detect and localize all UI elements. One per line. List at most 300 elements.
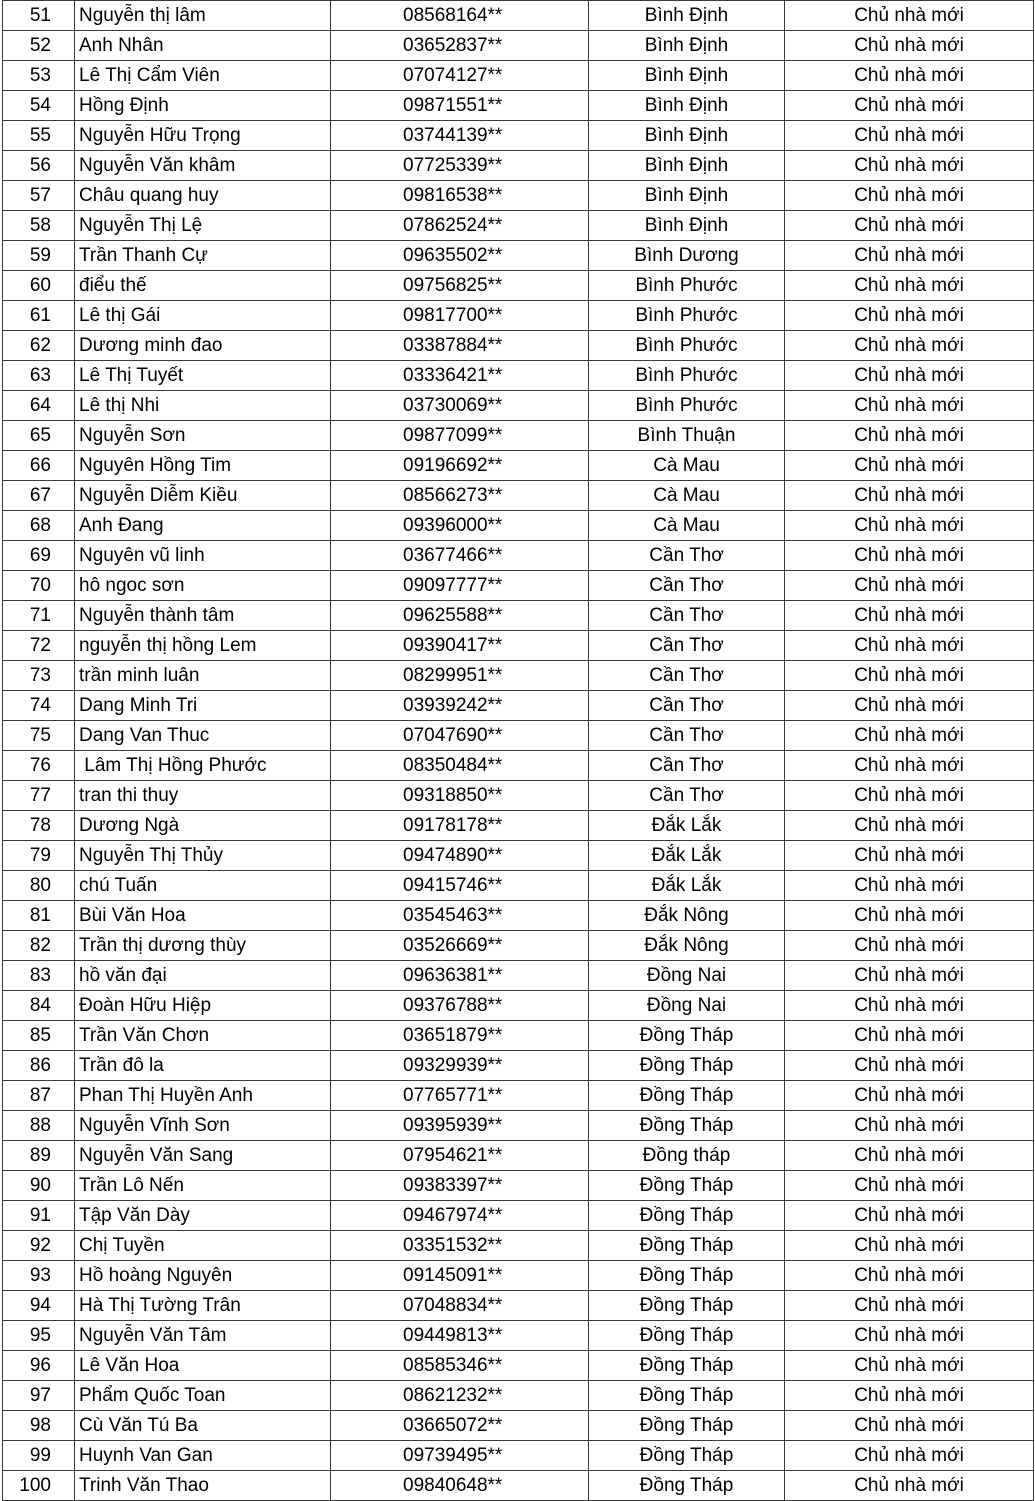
phone-cell[interactable]: 07725339** (331, 151, 589, 181)
status-cell[interactable]: Chủ nhà mới (785, 691, 1034, 721)
row-number-cell[interactable]: 60 (3, 271, 75, 301)
province-cell[interactable]: Bình Định (589, 31, 785, 61)
table-row (3, 1051, 1034, 1081)
name-cell[interactable]: Nguyễn Thị Thủy (75, 841, 331, 871)
phone-cell[interactable]: 09395939** (331, 1111, 589, 1141)
name-cell[interactable]: Phan Thị Huyền Anh (75, 1081, 331, 1111)
table-body (3, 1, 1034, 1501)
name-cell[interactable]: hô ngoc sơn (75, 571, 331, 601)
table-row (3, 1351, 1034, 1381)
phone-cell[interactable]: 03652837** (331, 31, 589, 61)
row-number-cell[interactable]: 73 (3, 661, 75, 691)
province-cell[interactable]: Cần Thơ (589, 721, 785, 751)
row-number-cell[interactable]: 69 (3, 541, 75, 571)
province-cell[interactable]: Bình Định (589, 121, 785, 151)
table-row (3, 1201, 1034, 1231)
province-cell[interactable]: Đồng Tháp (589, 1201, 785, 1231)
name-cell[interactable]: Trần thị dương thùy (75, 931, 331, 961)
province-cell[interactable]: Đắk Lắk (589, 871, 785, 901)
province-cell[interactable]: Đồng Tháp (589, 1321, 785, 1351)
status-cell[interactable]: Chủ nhà mới (785, 631, 1034, 661)
status-cell[interactable]: Chủ nhà mới (785, 451, 1034, 481)
phone-cell[interactable]: 08585346** (331, 1351, 589, 1381)
table-row (3, 451, 1034, 481)
name-cell[interactable]: chú Tuấn (75, 871, 331, 901)
name-cell[interactable]: Nguyễn Diễm Kiều (75, 481, 331, 511)
status-cell[interactable]: Chủ nhà mới (785, 1441, 1034, 1471)
table-row (3, 301, 1034, 331)
status-cell[interactable]: Chủ nhà mới (785, 1, 1034, 31)
name-cell[interactable]: Dang Minh Tri (75, 691, 331, 721)
status-cell[interactable]: Chủ nhà mới (785, 871, 1034, 901)
province-cell[interactable]: Đồng Tháp (589, 1411, 785, 1441)
name-cell[interactable]: điểu thế (75, 271, 331, 301)
name-cell[interactable]: Lê Thị Tuyết (75, 361, 331, 391)
table-row (3, 841, 1034, 871)
province-cell[interactable]: Đắk Nông (589, 931, 785, 961)
table-row (3, 241, 1034, 271)
province-cell[interactable]: Đồng Tháp (589, 1051, 785, 1081)
row-number-cell[interactable]: 76 (3, 751, 75, 781)
row-number-cell[interactable]: 66 (3, 451, 75, 481)
status-cell[interactable]: Chủ nhà mới (785, 211, 1034, 241)
province-cell[interactable]: Cần Thơ (589, 751, 785, 781)
phone-cell[interactable]: 09635502** (331, 241, 589, 271)
province-cell[interactable]: Đồng Tháp (589, 1381, 785, 1411)
phone-cell[interactable]: 03730069** (331, 391, 589, 421)
name-cell[interactable]: Trần Lô Nến (75, 1171, 331, 1201)
province-cell[interactable]: Đồng Tháp (589, 1471, 785, 1501)
row-number-cell[interactable]: 87 (3, 1081, 75, 1111)
row-number-cell[interactable]: 72 (3, 631, 75, 661)
row-number-cell[interactable]: 58 (3, 211, 75, 241)
status-cell[interactable]: Chủ nhà mới (785, 1471, 1034, 1501)
name-cell[interactable]: Tập Văn Dày (75, 1201, 331, 1231)
status-cell[interactable]: Chủ nhà mới (785, 811, 1034, 841)
status-cell[interactable]: Chủ nhà mới (785, 121, 1034, 151)
status-cell[interactable]: Chủ nhà mới (785, 1111, 1034, 1141)
table-row (3, 901, 1034, 931)
row-number-cell[interactable]: 88 (3, 1111, 75, 1141)
status-cell[interactable]: Chủ nhà mới (785, 241, 1034, 271)
phone-cell[interactable]: 09474890** (331, 841, 589, 871)
table-row (3, 1411, 1034, 1441)
row-number-cell[interactable]: 59 (3, 241, 75, 271)
table-row (3, 511, 1034, 541)
row-number-cell[interactable]: 74 (3, 691, 75, 721)
status-cell[interactable]: Chủ nhà mới (785, 421, 1034, 451)
row-number-cell[interactable]: 92 (3, 1231, 75, 1261)
phone-cell[interactable]: 03526669** (331, 931, 589, 961)
row-number-cell[interactable]: 80 (3, 871, 75, 901)
status-cell[interactable]: Chủ nhà mới (785, 1081, 1034, 1111)
phone-cell[interactable]: 09196692** (331, 451, 589, 481)
status-cell[interactable]: Chủ nhà mới (785, 1321, 1034, 1351)
status-cell[interactable]: Chủ nhà mới (785, 991, 1034, 1021)
table-row (3, 121, 1034, 151)
owner-table (2, 0, 1034, 1501)
phone-cell[interactable]: 07074127** (331, 61, 589, 91)
province-cell[interactable]: Bình Phước (589, 271, 785, 301)
province-cell[interactable]: Cà Mau (589, 451, 785, 481)
phone-cell[interactable]: 09625588** (331, 601, 589, 631)
status-cell[interactable]: Chủ nhà mới (785, 361, 1034, 391)
province-cell[interactable]: Cần Thơ (589, 781, 785, 811)
province-cell[interactable]: Bình Định (589, 181, 785, 211)
name-cell[interactable]: Lê Thị Cẩm Viên (75, 61, 331, 91)
province-cell[interactable]: Bình Định (589, 151, 785, 181)
phone-cell[interactable]: 09449813** (331, 1321, 589, 1351)
phone-cell[interactable]: 03387884** (331, 331, 589, 361)
table-row (3, 991, 1034, 1021)
row-number-cell[interactable]: 54 (3, 91, 75, 121)
status-cell[interactable]: Chủ nhà mới (785, 781, 1034, 811)
province-cell[interactable]: Bình Phước (589, 361, 785, 391)
phone-cell[interactable]: 03677466** (331, 541, 589, 571)
row-number-cell[interactable]: 81 (3, 901, 75, 931)
table-row (3, 1081, 1034, 1111)
row-number-cell[interactable]: 84 (3, 991, 75, 1021)
status-cell[interactable]: Chủ nhà mới (785, 751, 1034, 781)
province-cell[interactable]: Đồng Tháp (589, 1021, 785, 1051)
province-cell[interactable]: Bình Phước (589, 301, 785, 331)
phone-cell[interactable]: 09871551** (331, 91, 589, 121)
table-row (3, 331, 1034, 361)
row-number-cell[interactable]: 64 (3, 391, 75, 421)
province-cell[interactable]: Bình Phước (589, 331, 785, 361)
name-cell[interactable]: Huynh Van Gan (75, 1441, 331, 1471)
phone-cell[interactable]: 03939242** (331, 691, 589, 721)
row-number-cell[interactable]: 75 (3, 721, 75, 751)
table-row (3, 691, 1034, 721)
status-cell[interactable]: Chủ nhà mới (785, 1291, 1034, 1321)
phone-cell[interactable]: 09636381** (331, 961, 589, 991)
status-cell[interactable]: Chủ nhà mới (785, 31, 1034, 61)
name-cell[interactable]: Dương minh đao (75, 331, 331, 361)
province-cell[interactable]: Đắk Lắk (589, 841, 785, 871)
province-cell[interactable]: Cần Thơ (589, 601, 785, 631)
table-row (3, 181, 1034, 211)
phone-cell[interactable]: 09756825** (331, 271, 589, 301)
table-row (3, 781, 1034, 811)
row-number-cell[interactable]: 85 (3, 1021, 75, 1051)
table-row (3, 1141, 1034, 1171)
row-number-cell[interactable]: 53 (3, 61, 75, 91)
province-cell[interactable]: Đồng Tháp (589, 1261, 785, 1291)
province-cell[interactable]: Đồng Tháp (589, 1081, 785, 1111)
name-cell[interactable]: Hồ hoàng Nguyên (75, 1261, 331, 1291)
table-row (3, 1441, 1034, 1471)
table-row (3, 631, 1034, 661)
status-cell[interactable]: Chủ nhà mới (785, 541, 1034, 571)
row-number-cell[interactable]: 94 (3, 1291, 75, 1321)
status-cell[interactable]: Chủ nhà mới (785, 1351, 1034, 1381)
name-cell[interactable]: Nguyễn Văn khâm (75, 151, 331, 181)
name-cell[interactable]: Trinh Văn Thao (75, 1471, 331, 1501)
name-cell[interactable]: Trần Văn Chơn (75, 1021, 331, 1051)
row-number-cell[interactable]: 71 (3, 601, 75, 631)
name-cell[interactable]: Nguyên vũ linh (75, 541, 331, 571)
phone-cell[interactable]: 07048834** (331, 1291, 589, 1321)
province-cell[interactable]: Cần Thơ (589, 631, 785, 661)
province-cell[interactable]: Đắk Lắk (589, 811, 785, 841)
status-cell[interactable]: Chủ nhà mới (785, 1141, 1034, 1171)
province-cell[interactable]: Cần Thơ (589, 571, 785, 601)
status-cell[interactable]: Chủ nhà mới (785, 601, 1034, 631)
status-cell[interactable]: Chủ nhà mới (785, 91, 1034, 121)
phone-cell[interactable]: 08566273** (331, 481, 589, 511)
name-cell[interactable]: Nguyễn Thị Lệ (75, 211, 331, 241)
name-cell[interactable]: Bùi Văn Hoa (75, 901, 331, 931)
province-cell[interactable]: Cần Thơ (589, 691, 785, 721)
status-cell[interactable]: Chủ nhà mới (785, 301, 1034, 331)
status-cell[interactable]: Chủ nhà mới (785, 1231, 1034, 1261)
province-cell[interactable]: Bình Phước (589, 391, 785, 421)
name-cell[interactable]: hồ văn đại (75, 961, 331, 991)
name-cell[interactable]: Hồng Định (75, 91, 331, 121)
status-cell[interactable]: Chủ nhà mới (785, 1021, 1034, 1051)
row-number-cell[interactable]: 52 (3, 31, 75, 61)
status-cell[interactable]: Chủ nhà mới (785, 481, 1034, 511)
status-cell[interactable]: Chủ nhà mới (785, 181, 1034, 211)
phone-cell[interactable]: 09415746** (331, 871, 589, 901)
name-cell[interactable]: Nguyễn Vĩnh Sơn (75, 1111, 331, 1141)
phone-cell[interactable]: 03545463** (331, 901, 589, 931)
province-cell[interactable]: Bình Thuận (589, 421, 785, 451)
phone-cell[interactable]: 07765771** (331, 1081, 589, 1111)
phone-cell[interactable]: 09877099** (331, 421, 589, 451)
phone-cell[interactable]: 09739495** (331, 1441, 589, 1471)
phone-cell[interactable]: 08621232** (331, 1381, 589, 1411)
row-number-cell[interactable]: 55 (3, 121, 75, 151)
name-cell[interactable]: Nguyễn thành tâm (75, 601, 331, 631)
province-cell[interactable]: Cần Thơ (589, 541, 785, 571)
province-cell[interactable]: Đắk Nông (589, 901, 785, 931)
row-number-cell[interactable]: 99 (3, 1441, 75, 1471)
row-number-cell[interactable]: 62 (3, 331, 75, 361)
province-cell[interactable]: Đồng Tháp (589, 1231, 785, 1261)
table-row (3, 361, 1034, 391)
table-row (3, 1381, 1034, 1411)
table-row (3, 1111, 1034, 1141)
name-cell[interactable]: Nguyễn Hữu Trọng (75, 121, 331, 151)
name-cell[interactable]: Nguyễn Văn Sang (75, 1141, 331, 1171)
row-number-cell[interactable]: 78 (3, 811, 75, 841)
province-cell[interactable]: Bình Định (589, 61, 785, 91)
status-cell[interactable]: Chủ nhà mới (785, 1261, 1034, 1291)
phone-cell[interactable]: 08568164** (331, 1, 589, 31)
name-cell[interactable]: Trần Thanh Cự (75, 241, 331, 271)
name-cell[interactable]: trần minh luân (75, 661, 331, 691)
phone-cell[interactable]: 09467974** (331, 1201, 589, 1231)
row-number-cell[interactable]: 90 (3, 1171, 75, 1201)
phone-cell[interactable]: 07047690** (331, 721, 589, 751)
row-number-cell[interactable]: 56 (3, 151, 75, 181)
status-cell[interactable]: Chủ nhà mới (785, 901, 1034, 931)
table-row (3, 61, 1034, 91)
table-row (3, 31, 1034, 61)
name-cell[interactable]: Phẩm Quốc Toan (75, 1381, 331, 1411)
phone-cell[interactable]: 09318850** (331, 781, 589, 811)
table-row (3, 151, 1034, 181)
name-cell[interactable]: Lê thị Nhi (75, 391, 331, 421)
row-number-cell[interactable]: 51 (3, 1, 75, 31)
table-row (3, 1261, 1034, 1291)
table-row (3, 1471, 1034, 1501)
status-cell[interactable]: Chủ nhà mới (785, 391, 1034, 421)
row-number-cell[interactable]: 61 (3, 301, 75, 331)
name-cell[interactable]: Anh Nhân (75, 31, 331, 61)
row-number-cell[interactable]: 98 (3, 1411, 75, 1441)
table-row (3, 541, 1034, 571)
phone-cell[interactable]: 09376788** (331, 991, 589, 1021)
province-cell[interactable]: Cà Mau (589, 511, 785, 541)
row-number-cell[interactable]: 67 (3, 481, 75, 511)
table-row (3, 931, 1034, 961)
table-row (3, 1171, 1034, 1201)
status-cell[interactable]: Chủ nhà mới (785, 961, 1034, 991)
table-row (3, 1291, 1034, 1321)
table-row (3, 751, 1034, 781)
phone-cell[interactable]: 03651879** (331, 1021, 589, 1051)
table-row (3, 811, 1034, 841)
table-row (3, 571, 1034, 601)
province-cell[interactable]: Bình Định (589, 211, 785, 241)
name-cell[interactable]: Đoàn Hữu Hiệp (75, 991, 331, 1021)
row-number-cell[interactable]: 82 (3, 931, 75, 961)
status-cell[interactable]: Chủ nhà mới (785, 1201, 1034, 1231)
province-cell[interactable]: Đồng Tháp (589, 1351, 785, 1381)
phone-cell[interactable]: 09383397** (331, 1171, 589, 1201)
province-cell[interactable]: Đồng Nai (589, 961, 785, 991)
name-cell[interactable]: Nguyễn thị lâm (75, 1, 331, 31)
phone-cell[interactable]: 09178178** (331, 811, 589, 841)
name-cell[interactable]: Dương Ngà (75, 811, 331, 841)
province-cell[interactable]: Đồng Nai (589, 991, 785, 1021)
province-cell[interactable]: Đồng Tháp (589, 1171, 785, 1201)
name-cell[interactable]: Cù Văn Tú Ba (75, 1411, 331, 1441)
status-cell[interactable]: Chủ nhà mới (785, 931, 1034, 961)
name-cell[interactable]: Chị Tuyền (75, 1231, 331, 1261)
province-cell[interactable]: Cà Mau (589, 481, 785, 511)
table-row (3, 721, 1034, 751)
province-cell[interactable]: Bình Định (589, 91, 785, 121)
phone-cell[interactable]: 09329939** (331, 1051, 589, 1081)
province-cell[interactable]: Đồng Tháp (589, 1111, 785, 1141)
table-row (3, 91, 1034, 121)
phone-cell[interactable]: 09396000** (331, 511, 589, 541)
table-row (3, 871, 1034, 901)
name-cell[interactable]: Nguyên Hồng Tim (75, 451, 331, 481)
name-cell[interactable]: Nguyễn Sơn (75, 421, 331, 451)
row-number-cell[interactable]: 63 (3, 361, 75, 391)
name-cell[interactable]: Hà Thị Tường Trân (75, 1291, 331, 1321)
table-row (3, 421, 1034, 451)
province-cell[interactable]: Bình Dương (589, 241, 785, 271)
name-cell[interactable]: Dang Van Thuc (75, 721, 331, 751)
province-cell[interactable]: Cần Thơ (589, 661, 785, 691)
status-cell[interactable]: Chủ nhà mới (785, 571, 1034, 601)
row-number-cell[interactable]: 97 (3, 1381, 75, 1411)
status-cell[interactable]: Chủ nhà mới (785, 151, 1034, 181)
table-row (3, 481, 1034, 511)
table-row (3, 1321, 1034, 1351)
name-cell[interactable]: Nguyễn Văn Tâm (75, 1321, 331, 1351)
province-cell[interactable]: Đồng tháp (589, 1141, 785, 1171)
phone-cell[interactable]: 08350484** (331, 751, 589, 781)
name-cell[interactable]: Anh Đang (75, 511, 331, 541)
row-number-cell[interactable]: 77 (3, 781, 75, 811)
phone-cell[interactable]: 07954621** (331, 1141, 589, 1171)
phone-cell[interactable]: 08299951** (331, 661, 589, 691)
name-cell[interactable]: Lê Văn Hoa (75, 1351, 331, 1381)
province-cell[interactable]: Đồng Tháp (589, 1441, 785, 1471)
name-cell[interactable]: Lâm Thị Hồng Phước (75, 751, 331, 781)
table-row (3, 391, 1034, 421)
phone-cell[interactable]: 03336421** (331, 361, 589, 391)
phone-cell[interactable]: 09145091** (331, 1261, 589, 1291)
row-number-cell[interactable]: 79 (3, 841, 75, 871)
name-cell[interactable]: Trần đô la (75, 1051, 331, 1081)
phone-cell[interactable]: 03351532** (331, 1231, 589, 1261)
row-number-cell[interactable]: 57 (3, 181, 75, 211)
table-row (3, 601, 1034, 631)
row-number-cell[interactable]: 100 (3, 1471, 75, 1501)
name-cell[interactable]: nguyễn thị hồng Lem (75, 631, 331, 661)
phone-cell[interactable]: 09817700** (331, 301, 589, 331)
row-number-cell[interactable]: 91 (3, 1201, 75, 1231)
table-row (3, 1, 1034, 31)
phone-cell[interactable]: 07862524** (331, 211, 589, 241)
table-row (3, 661, 1034, 691)
row-number-cell[interactable]: 95 (3, 1321, 75, 1351)
phone-cell[interactable]: 09097777** (331, 571, 589, 601)
status-cell[interactable]: Chủ nhà mới (785, 61, 1034, 91)
province-cell[interactable]: Đồng Tháp (589, 1291, 785, 1321)
status-cell[interactable]: Chủ nhà mới (785, 511, 1034, 541)
table-row (3, 271, 1034, 301)
status-cell[interactable]: Chủ nhà mới (785, 841, 1034, 871)
row-number-cell[interactable]: 93 (3, 1261, 75, 1291)
phone-cell[interactable]: 03744139** (331, 121, 589, 151)
table-row (3, 1231, 1034, 1261)
row-number-cell[interactable]: 65 (3, 421, 75, 451)
status-cell[interactable]: Chủ nhà mới (785, 1411, 1034, 1441)
status-cell[interactable]: Chủ nhà mới (785, 1051, 1034, 1081)
name-cell[interactable]: tran thi thuy (75, 781, 331, 811)
table-row (3, 211, 1034, 241)
status-cell[interactable]: Chủ nhà mới (785, 271, 1034, 301)
province-cell[interactable]: Bình Định (589, 1, 785, 31)
row-number-cell[interactable]: 96 (3, 1351, 75, 1381)
status-cell[interactable]: Chủ nhà mới (785, 721, 1034, 751)
status-cell[interactable]: Chủ nhà mới (785, 331, 1034, 361)
phone-cell[interactable]: 03665072** (331, 1411, 589, 1441)
name-cell[interactable]: Lê thị Gái (75, 301, 331, 331)
row-number-cell[interactable]: 70 (3, 571, 75, 601)
phone-cell[interactable]: 09840648** (331, 1471, 589, 1501)
row-number-cell[interactable]: 83 (3, 961, 75, 991)
row-number-cell[interactable]: 86 (3, 1051, 75, 1081)
status-cell[interactable]: Chủ nhà mới (785, 661, 1034, 691)
name-cell[interactable]: Châu quang huy (75, 181, 331, 211)
status-cell[interactable]: Chủ nhà mới (785, 1171, 1034, 1201)
phone-cell[interactable]: 09816538** (331, 181, 589, 211)
phone-cell[interactable]: 09390417** (331, 631, 589, 661)
status-cell[interactable]: Chủ nhà mới (785, 1381, 1034, 1411)
row-number-cell[interactable]: 68 (3, 511, 75, 541)
row-number-cell[interactable]: 89 (3, 1141, 75, 1171)
